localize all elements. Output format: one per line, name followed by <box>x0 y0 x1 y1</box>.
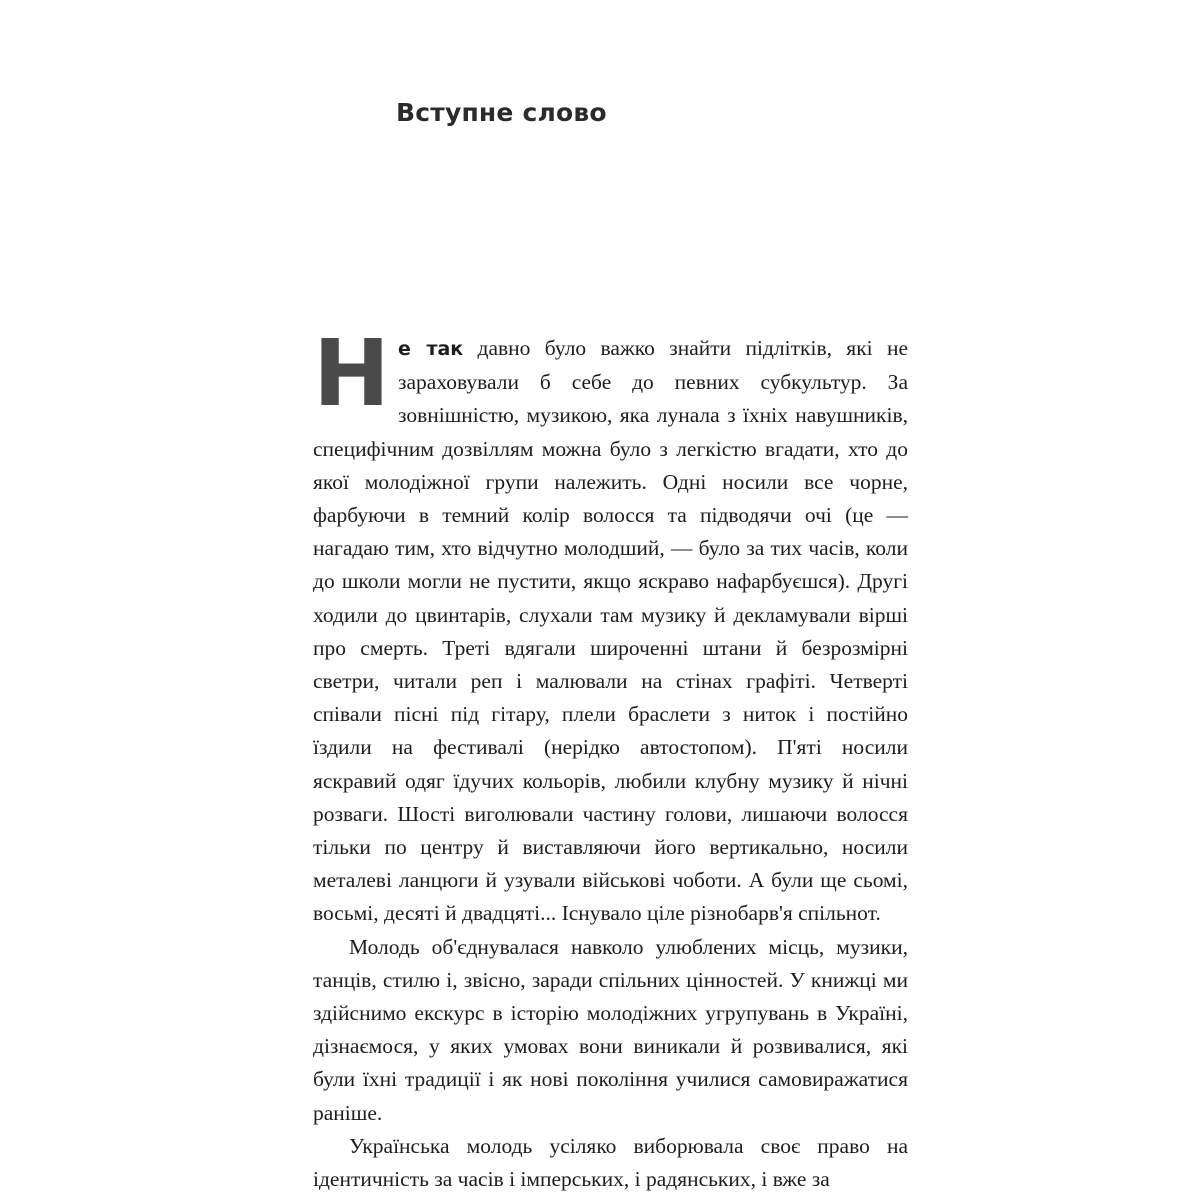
paragraph-text: давно було важко знайти підлітків, які не зараховували б себе до певних субкультур. За зовнішністю, музикою, яка лунала з їхніх навушників, специфічним дозвіллям можна було з легкістю вгадати, хто до якої молодіжної групи належить. Одні носили все чорне, фарбуючи в темний колір волосся та підводячи очі (це — нагадаю тим, хто відчутно молодший, — було за тих часів, коли до школи могли не пустити, якщо яскраво нафарбуєшся). Другі ходили до цвинтарів, слухали там музику й декламували вірші про смерть. Треті вдягали широченні штани й безрозмірні светри, читали реп і малювали на стінах графіті. Четверті співали пісні під гітару, плели браслети з ниток і постійно їздили на фестивалі (нерідко автостопом). П'яті носили яскравий одяг їдучих кольорів, любили клубну музику й нічні розваги. Шості виголювали частину голови, лишаючи волосся тільки по центру й виставляючи його вертикально, носили металеві ланцюги й узували військові чоботи. А були ще сьомі, восьмі, десяті й двадцяті... Існувало ціле різнобарв'я спільнот. <box>313 336 908 926</box>
drop-cap: Н <box>313 320 390 427</box>
paragraph <box>313 931 908 1130</box>
paragraph-text: Українська молодь усіляко виборювала своє право на ідентичність за часів і імперських, і радянських, і вже за <box>313 1133 908 1192</box>
paragraph <box>313 1130 908 1196</box>
paragraph-text: Молодь об'єднувалася навколо улюблених місць, музики, танців, стилю і, звісно, заради спільних цінностей. У книжці ми здійснимо екскурс в історію молодіжних угрупувань в Україні, дізнаємося, у яких умовах вони виникали й розвивалися, які були їхні традиції і як нові покоління училися самовиражатися раніше. <box>313 934 908 1125</box>
page-title: Вступне слово <box>396 98 607 127</box>
lead-bold-text: е так <box>398 338 464 360</box>
body-text-column <box>313 320 908 1196</box>
paragraph <box>313 320 908 931</box>
